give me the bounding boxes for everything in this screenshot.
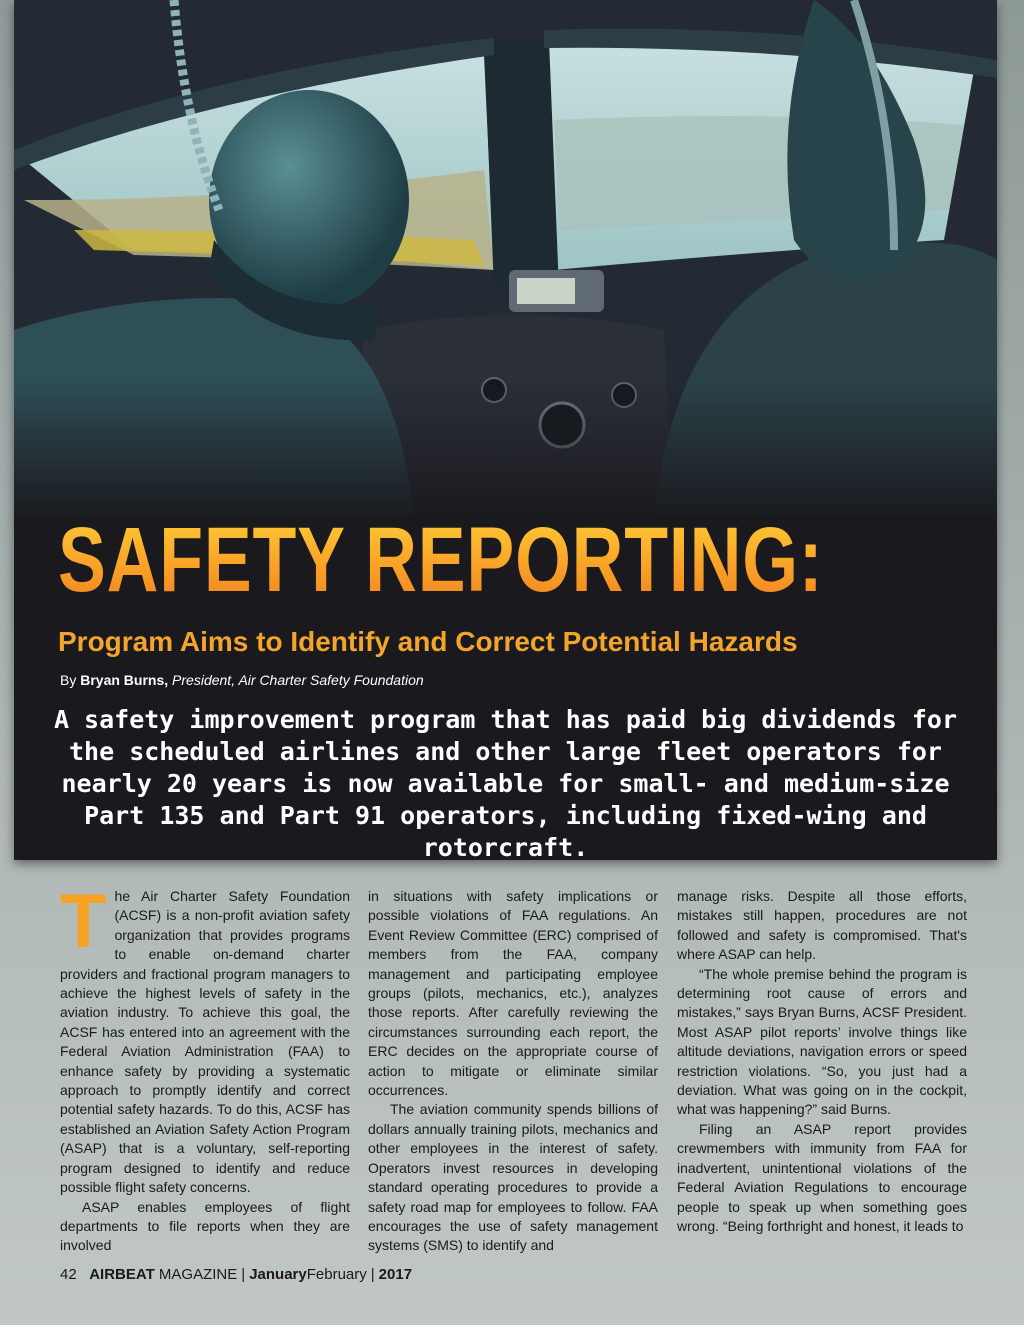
hero-banner	[14, 0, 997, 860]
magazine-suffix: MAGAZINE	[154, 1266, 238, 1283]
drop-cap: T	[60, 879, 107, 964]
paragraph-text: he Air Charter Safety Foundation (ACSF) is a non-profit aviation safety organization that provides programs to enable on-demand charter providers and fractional program managers to achieve the highest levels of safety in the aviation industry. To achieve this goal, the ACSF has entered into an agreement with the Federal Aviation Administration (FAA) to enhance safety by providing a systematic approach to promptly identify and correct potential safety hazards. To do this, ACSF has established an Aviation Safety Action Program (ASAP) that is a voluntary, self-reporting program designed to identify and reduce possible flight safety concerns.	[60, 888, 350, 1196]
issue-month-secondary: February	[306, 1266, 367, 1283]
body-column-1	[60, 879, 350, 1256]
byline-prefix: By	[60, 672, 81, 688]
author-name: Bryan Burns,	[80, 672, 169, 688]
article-subtitle: Program Aims to Identify and Correct Potential Hazards	[58, 626, 798, 657]
issue-year: 2017	[378, 1266, 413, 1283]
cockpit-photo	[14, 0, 997, 520]
author-role: President, Air Charter Safety Foundation	[168, 672, 424, 688]
magazine-name: AIRBEAT	[89, 1266, 155, 1283]
body-paragraph: in situations with safety implications or possible violations of FAA regulations. An Event Review Committee (ERC) comprised of members from the FAA, company management and participating employee groups (pilots, mechanics, etc.), analyzes those reports. After carefully reviewing the circumstances surrounding each report, the ERC decides on the appropriate course of action to mitigate or eliminate similar occurrences.	[368, 888, 658, 1099]
byline	[60, 671, 424, 689]
body-paragraph: The aviation community spends billions of dollars annually training pilots, mechanics and other employees in the interest of safety. Operators invest resources in developing standard operating procedures to provide a safety road map for employees to follow. FAA encourages the use of safety management systems (SMS) to identify and	[368, 1101, 658, 1254]
body-column-3	[677, 887, 967, 1236]
body-paragraph: ASAP enables employees of flight departments to file reports when they are involved	[60, 1198, 350, 1254]
body-paragraph: “The whole premise behind the program is determining root cause of errors and mistakes,” says Bryan Burns, ACSF President. Most ASAP pilot reports’ involve things like altitude deviations, navigation errors or speed restriction violations. “So, you just had a deviation. What was going on in the cockpit, what was happening?” said Burns.	[677, 965, 967, 1118]
body-paragraph	[60, 879, 350, 1198]
body-paragraph: manage risks. Despite all those efforts, mistakes still happen, procedures are not followed and safety is compromised. That's where ASAP can help.	[677, 888, 967, 963]
body-column-2	[368, 887, 658, 1256]
page-footer	[60, 1265, 412, 1285]
article-deck: A safety improvement program that has paid big dividends for the scheduled airlines and other large fleet operators for nearly 20 years is now available for small- and medium-size Part 135 and Part 91 operators, including fixed-wing and rotorcraft.	[53, 705, 958, 860]
body-paragraph: Filing an ASAP report provides crewmembers with immunity from FAA for inadvertent, unintentional violations of the Federal Aviation Regulations to encourage people to speak up when something goes wrong. “Being forthright and honest, it leads to	[677, 1120, 967, 1234]
article-title: SAFETY REPORTING:	[58, 504, 823, 616]
footer-separator: |	[370, 1266, 375, 1283]
page-number: 42	[60, 1266, 77, 1283]
footer-separator: |	[241, 1266, 246, 1283]
issue-month-primary: January	[249, 1266, 307, 1283]
article-body	[0, 879, 1024, 1254]
